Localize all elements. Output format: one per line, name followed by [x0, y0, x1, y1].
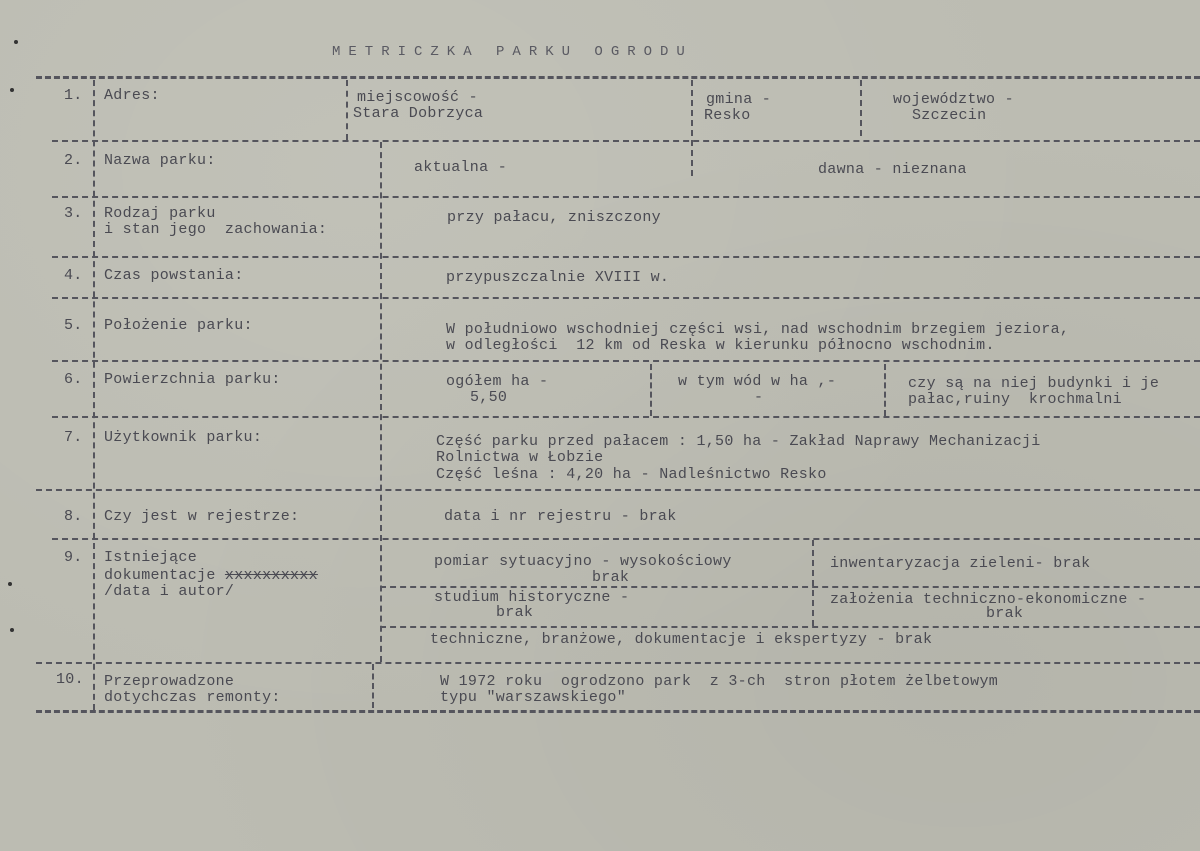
column-divider: [650, 364, 652, 416]
locality-label: miejscowość -: [357, 89, 478, 106]
assumptions-label: założenia techniczno-ekonomiczne -: [830, 591, 1147, 608]
commune-value: Resko: [704, 107, 751, 124]
row-label: Istniejące: [104, 549, 198, 566]
row-separator: [52, 256, 1200, 258]
water-area-value: -: [754, 389, 764, 406]
row-number: 3.: [64, 205, 83, 222]
row-number: 7.: [64, 429, 83, 446]
row-separator: [52, 360, 1200, 362]
row-number: 5.: [64, 317, 83, 334]
document-title: METRICZKA PARKU OGRODU: [332, 44, 693, 60]
row-label: Przeprowadzone: [104, 673, 235, 690]
user-value: Rolnictwa w Łobzie: [436, 449, 604, 466]
creation-date-value: przypuszczalnie XVIII w.: [446, 269, 670, 286]
park-type-value: przy pałacu, zniszczony: [447, 209, 661, 226]
row-number: 4.: [64, 267, 83, 284]
total-area-label: ogółem ha -: [446, 373, 549, 390]
row-label: Użytkownik parku:: [104, 429, 263, 446]
technical-docs-value: techniczne, branżowe, dokumentacje i ekspertyzy - brak: [430, 631, 933, 648]
row-number: 2.: [64, 152, 83, 169]
water-area-label: w tym wód w ha ,-: [678, 373, 837, 390]
column-divider: [346, 80, 348, 140]
row-separator: [36, 662, 1200, 664]
cell-separator: [380, 626, 1200, 628]
register-value: data i nr rejestru - brak: [444, 508, 677, 525]
table-border-top: [36, 76, 1200, 79]
assumptions-value: brak: [986, 605, 1024, 622]
row-label: Nazwa parku:: [104, 152, 216, 169]
repairs-value: typu "warszawskiego": [440, 689, 627, 706]
table-border-bottom: [36, 710, 1200, 713]
column-divider: [884, 364, 886, 416]
struck-text: xxxxxxxxxx: [224, 567, 318, 584]
commune-label: gmina -: [706, 91, 772, 108]
row-label: Czas powstania:: [104, 267, 244, 284]
column-divider-label: [372, 664, 374, 708]
survey-label: pomiar sytuacyjno - wysokościowy: [434, 553, 732, 570]
row-label: /data i autor/: [104, 583, 235, 600]
row-number: 1.: [64, 87, 83, 104]
column-divider: [812, 540, 814, 626]
location-value: w odległości 12 km od Reska w kierunku północno wschodnim.: [446, 337, 995, 354]
row-separator: [52, 297, 1200, 299]
punch-mark: [8, 582, 12, 586]
punch-mark: [10, 88, 14, 92]
row-separator: [52, 140, 1200, 142]
row-label: Położenie parku:: [104, 317, 253, 334]
locality-value: Stara Dobrzyca: [353, 105, 484, 122]
buildings-label: czy są na niej budynki i je: [908, 375, 1160, 392]
punch-mark: [14, 40, 18, 44]
location-value: W południowo wschodniej części wsi, nad wschodnim brzegiem jeziora,: [446, 321, 1070, 338]
column-divider: [860, 80, 862, 136]
row-separator: [52, 416, 1200, 418]
row-label: i stan jego zachowania:: [104, 221, 328, 238]
study-label: studium historyczne -: [434, 589, 630, 606]
row-number: 8.: [64, 508, 83, 525]
punch-mark: [10, 628, 14, 632]
voivodeship-value: Szczecin: [912, 107, 987, 124]
row-label: dotychczas remonty:: [104, 689, 281, 706]
row-label: dokumentacje xxxxxxxxxx: [104, 567, 318, 584]
column-divider-number: [93, 80, 95, 710]
cell-separator: [380, 586, 1200, 588]
study-value: brak: [496, 604, 534, 621]
row-label: Czy jest w rejestrze:: [104, 508, 300, 525]
row-number: 6.: [64, 371, 83, 388]
user-value: Część leśna : 4,20 ha - Nadleśnictwo Resko: [436, 466, 827, 483]
row-separator: [36, 489, 1200, 491]
row-number: 9.: [64, 549, 83, 566]
voivodeship-label: województwo -: [893, 91, 1014, 108]
row-label: Powierzchnia parku:: [104, 371, 281, 388]
user-value: Część parku przed pałacem : 1,50 ha - Zakład Naprawy Mechanizacji: [436, 433, 1041, 450]
row-separator: [52, 538, 1200, 540]
column-divider-label: [380, 142, 382, 662]
row-label: Rodzaj parku: [104, 205, 216, 222]
buildings-value: pałac,ruiny krochmalni: [908, 391, 1122, 408]
total-area-value: 5,50: [470, 389, 508, 406]
column-divider: [691, 80, 693, 176]
row-label: Adres:: [104, 87, 160, 104]
inventory-value: inwentaryzacja zieleni- brak: [830, 555, 1091, 572]
row-number: 10.: [56, 671, 84, 688]
repairs-value: W 1972 roku ogrodzono park z 3-ch stron płotem żelbetowym: [440, 673, 999, 690]
survey-value: brak: [592, 569, 630, 586]
current-name: aktualna -: [414, 159, 508, 176]
row-separator: [52, 196, 1200, 198]
former-name: dawna - nieznana: [818, 161, 967, 178]
